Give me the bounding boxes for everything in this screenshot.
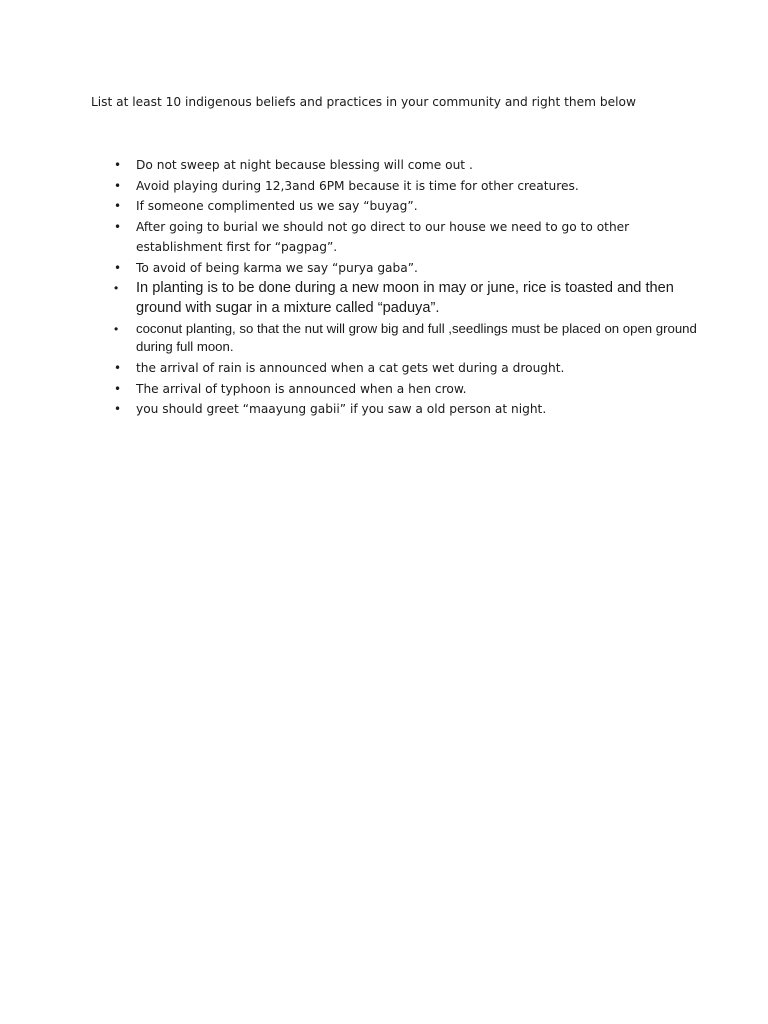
belief-text: After going to burial we should not go direct to our house we need to go to other establishment first for “pagpag”.	[136, 219, 630, 254]
belief-text: coconut planting, so that the nut will grow big and full ,seedlings must be placed on open ground during full moon.	[136, 321, 697, 354]
bullet-icon: •	[114, 381, 122, 396]
bullet-icon: •	[114, 199, 122, 213]
belief-item	[0, 217, 768, 258]
belief-text: Avoid playing during 12,3and 6PM because it is time for other creatures.	[136, 178, 579, 193]
instruction-text: List at least 10 indigenous beliefs and practices in your community and right them below	[91, 95, 636, 109]
bullet-icon: •	[114, 260, 122, 275]
belief-text: Do not sweep at night because blessing will come out .	[136, 158, 473, 172]
bullet-icon: •	[114, 322, 119, 336]
belief-item	[0, 320, 768, 356]
belief-text: The arrival of typhoon is announced when a hen crow.	[136, 381, 467, 396]
belief-text: If someone complimented us we say “buyag”.	[136, 199, 418, 213]
bullet-icon: •	[114, 281, 119, 295]
bullet-icon: •	[114, 219, 122, 234]
bullet-icon: •	[114, 402, 122, 416]
belief-item	[0, 196, 768, 217]
belief-text: To avoid of being karma we say “purya gaba”.	[136, 260, 418, 275]
belief-text: In planting is to be done during a new moon in may or june, rice is toasted and then ground with sugar in a mixture called “paduya”.	[136, 280, 674, 316]
belief-item	[0, 358, 768, 379]
bullet-icon: •	[114, 178, 122, 193]
belief-text: you should greet “maayung gabii” if you saw a old person at night.	[136, 402, 547, 416]
belief-item	[0, 279, 768, 318]
beliefs-list	[0, 155, 768, 420]
bullet-icon: •	[114, 361, 122, 375]
belief-item	[0, 176, 768, 197]
belief-item	[0, 155, 768, 176]
belief-item	[0, 258, 768, 279]
belief-text: the arrival of rain is announced when a cat gets wet during a drought.	[136, 361, 565, 375]
belief-item	[0, 399, 768, 420]
bullet-icon: •	[114, 158, 122, 172]
belief-item	[0, 379, 768, 400]
